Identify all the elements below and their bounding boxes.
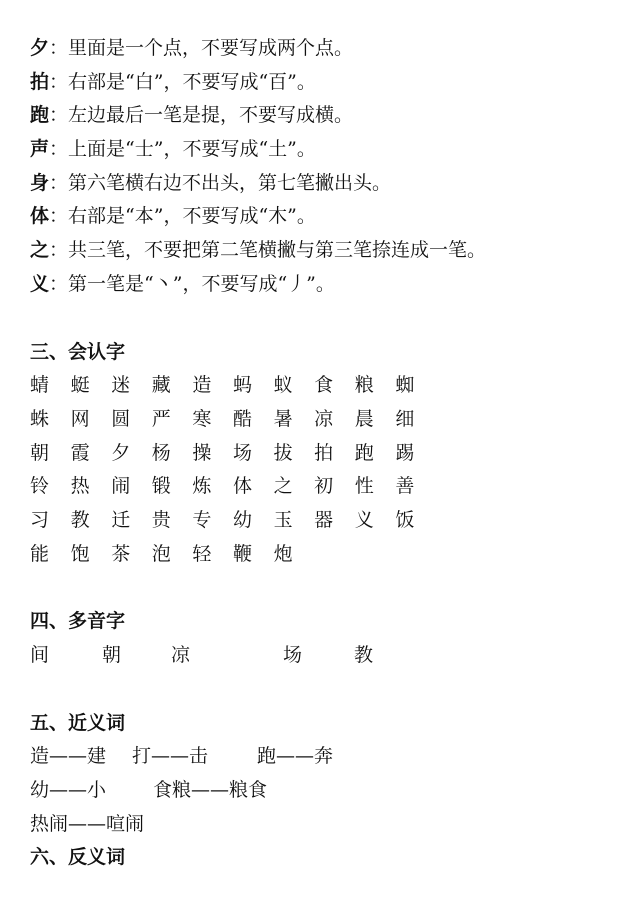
- note-char: 之: [30, 239, 50, 262]
- note-char: 义: [30, 272, 50, 295]
- note-text: ：右部是“白”，不要写成“百”。: [49, 70, 316, 93]
- char-cell: 严: [151, 407, 171, 430]
- note-text: ：第六笔横右边不出头，第七笔撇出头。: [49, 171, 392, 194]
- note-line: [30, 200, 620, 234]
- note-text: ：第一笔是“丶”，不要写成“丿”。: [49, 272, 335, 295]
- char-cell: 霞: [70, 441, 90, 464]
- char-cell: 专: [192, 508, 212, 531]
- synonym-pair: 热闹——喧闹: [30, 812, 145, 835]
- char-cell: 暑: [273, 407, 293, 430]
- char-cell: 性: [354, 475, 374, 498]
- char-cell: 幼: [232, 508, 252, 531]
- note-line: [30, 167, 620, 201]
- char-cell: 蜘: [395, 374, 415, 397]
- char-cell: 晨: [354, 407, 374, 430]
- char-cell: 蚂: [232, 374, 252, 397]
- note-text: ：上面是“士”，不要写成“土”。: [49, 138, 316, 161]
- polyphonic-char: 场: [283, 644, 303, 666]
- char-row: [30, 369, 620, 403]
- char-cell: 凉: [314, 407, 334, 430]
- character-notes: [30, 32, 620, 302]
- char-cell: 锻: [151, 475, 171, 498]
- char-cell: 能: [30, 542, 50, 565]
- char-cell: 藏: [151, 374, 171, 397]
- char-cell: 轻: [192, 542, 212, 565]
- synonym-line: [30, 808, 620, 842]
- polyphonic-row: [30, 639, 620, 673]
- spacer: [30, 673, 620, 707]
- char-row: [30, 437, 620, 471]
- char-cell: 迷: [111, 374, 131, 397]
- synonym-line: [30, 774, 620, 808]
- char-cell: 蜻: [30, 374, 50, 397]
- note-char: 体: [30, 205, 50, 228]
- spacer: [30, 571, 620, 605]
- polyphonic-char: 间: [30, 644, 50, 666]
- spacer: [30, 302, 620, 336]
- synonym-pair: 食粮——粮食: [153, 779, 268, 802]
- note-char: 身: [30, 171, 50, 194]
- synonym-pair: 幼——小: [30, 779, 107, 802]
- section-heading: 五、近义词: [30, 711, 126, 734]
- polyphonic-char: 教: [354, 644, 374, 666]
- section-synonyms: [30, 707, 620, 842]
- char-row: [30, 538, 620, 572]
- char-cell: 夕: [111, 441, 131, 464]
- char-cell: 蚁: [273, 374, 293, 397]
- char-cell: 习: [30, 508, 50, 531]
- char-cell: 之: [273, 475, 293, 498]
- section-polyphonic-chars: [30, 605, 620, 672]
- note-line: [30, 133, 620, 167]
- char-cell: 杨: [151, 441, 171, 464]
- synonym-pair: 造——建: [30, 745, 107, 768]
- char-cell: 茶: [111, 542, 131, 565]
- char-cell: 贵: [151, 508, 171, 531]
- synonym-pair: 打——击: [132, 745, 209, 768]
- note-text: ：里面是一个点，不要写成两个点。: [49, 37, 354, 59]
- char-cell: 鞭: [232, 542, 252, 565]
- char-cell: 操: [192, 441, 212, 464]
- char-cell: 饱: [70, 542, 90, 565]
- note-char: 声: [30, 138, 50, 161]
- section-recognize-chars: [30, 336, 620, 572]
- char-row: [30, 403, 620, 437]
- char-cell: 蛛: [30, 407, 50, 430]
- synonym-line: [30, 740, 620, 774]
- char-cell: 善: [395, 475, 415, 498]
- char-cell: 圆: [111, 407, 131, 430]
- char-cell: 踢: [395, 441, 415, 464]
- polyphonic-char: 朝: [102, 644, 122, 666]
- note-char: 拍: [30, 70, 50, 93]
- note-line: [30, 268, 620, 302]
- note-text: ：左边最后一笔是提，不要写成横。: [49, 104, 354, 127]
- char-cell: 玉: [273, 508, 293, 531]
- char-cell: 跑: [354, 441, 374, 464]
- char-cell: 器: [314, 508, 334, 531]
- section-heading: 四、多音字: [30, 610, 126, 633]
- document-page: [30, 32, 620, 875]
- char-cell: 细: [395, 407, 415, 430]
- char-cell: 食: [314, 374, 334, 397]
- char-cell: 场: [232, 441, 252, 464]
- char-cell: 义: [354, 508, 374, 531]
- char-cell: 网: [70, 407, 90, 430]
- char-cell: 炮: [273, 542, 293, 565]
- section-antonyms: [30, 841, 620, 875]
- note-char: 夕: [30, 37, 50, 59]
- note-text: ：共三笔，不要把第二笔横撇与第三笔捺连成一笔。: [49, 239, 487, 262]
- char-cell: 寒: [192, 407, 212, 430]
- char-cell: 饭: [395, 508, 415, 531]
- synonym-pair: 跑——奔: [257, 745, 334, 768]
- note-line: [30, 32, 620, 66]
- char-cell: 蜓: [70, 374, 90, 397]
- char-cell: 酷: [232, 407, 252, 430]
- char-cell: 闹: [111, 475, 131, 498]
- char-cell: 粮: [354, 374, 374, 397]
- char-cell: 拍: [314, 441, 334, 464]
- note-line: [30, 234, 620, 268]
- section-heading: 六、反义词: [30, 846, 126, 869]
- char-cell: 迁: [111, 508, 131, 531]
- note-char: 跑: [30, 104, 50, 127]
- char-row: [30, 470, 620, 504]
- char-cell: 朝: [30, 441, 50, 464]
- char-cell: 造: [192, 374, 212, 397]
- char-cell: 拔: [273, 441, 293, 464]
- char-cell: 铃: [30, 475, 50, 498]
- polyphonic-char: 凉: [171, 644, 191, 666]
- note-line: [30, 99, 620, 133]
- char-cell: 体: [232, 475, 252, 498]
- char-cell: 初: [314, 475, 334, 498]
- char-cell: 泡: [151, 542, 171, 565]
- note-line: [30, 66, 620, 100]
- note-text: ：右部是“本”，不要写成“木”。: [49, 205, 316, 228]
- char-cell: 热: [70, 475, 90, 498]
- char-cell: 教: [70, 508, 90, 531]
- char-row: [30, 504, 620, 538]
- char-cell: 炼: [192, 475, 212, 498]
- section-heading: 三、会认字: [30, 340, 126, 363]
